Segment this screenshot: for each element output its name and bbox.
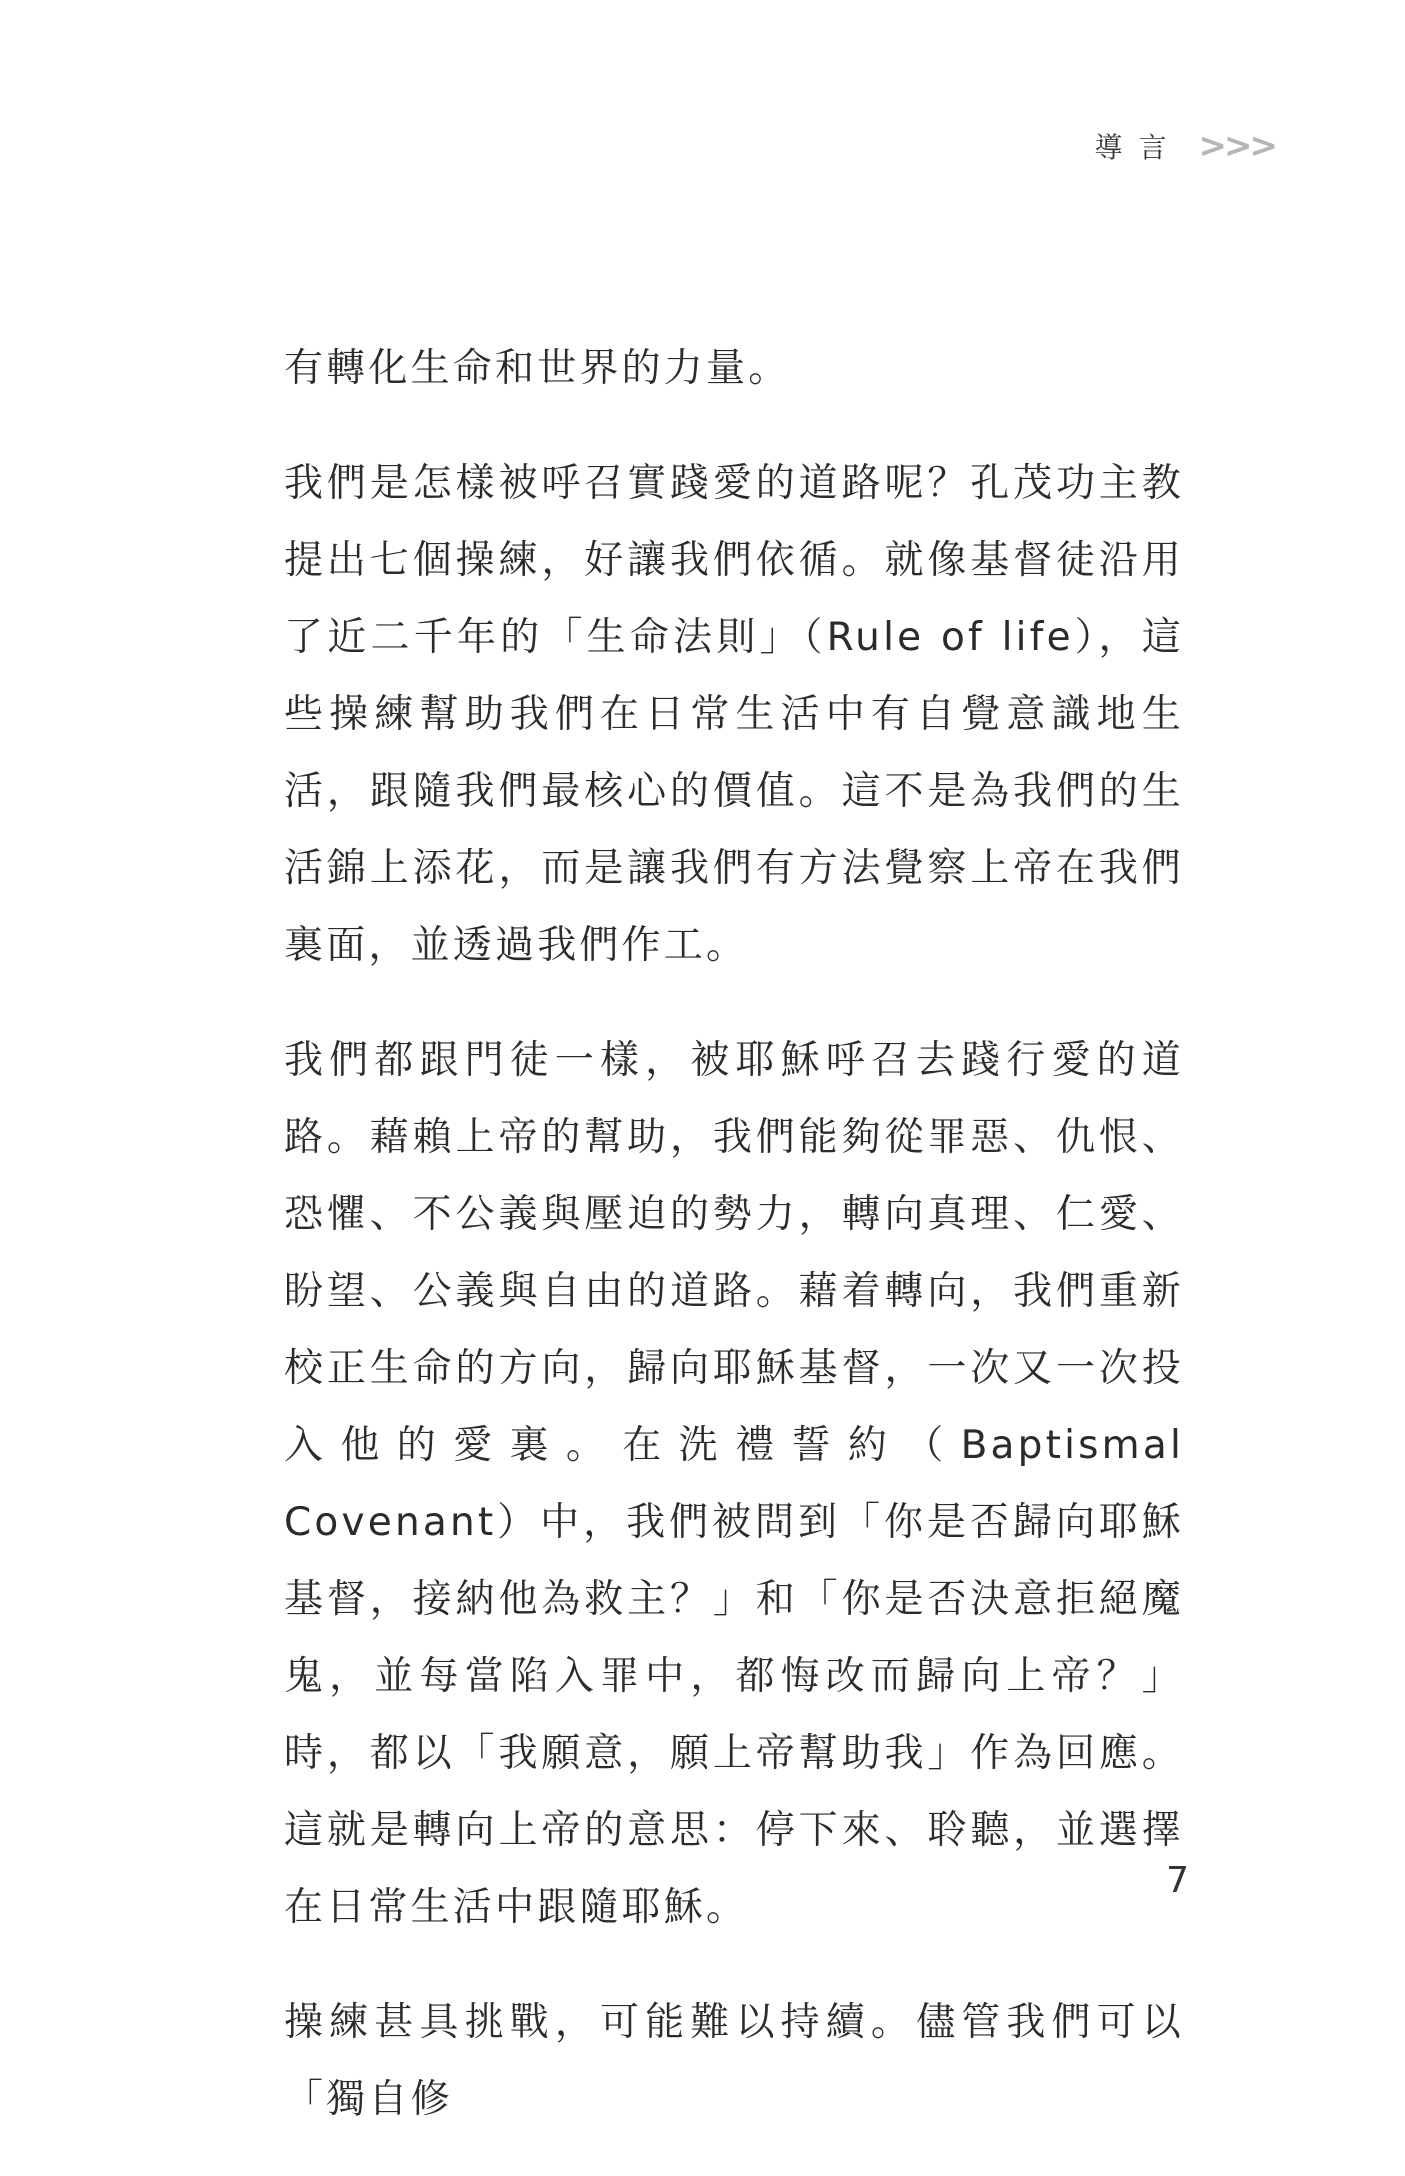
paragraph: 我們都跟門徒一樣，被耶穌呼召去踐行愛的道路。藉賴上帝的幫助，我們能夠從罪惡、仇恨、恐懼、不公義與壓迫的勢力，轉向真理、仁愛、盼望、公義與自由的道路。藉着轉向，我們重新校正生命的方向，歸向耶穌基督，一次又一次投入他的愛裏。在洗禮誓約（Baptismal Covenant）中，我們被問到「你是否歸向耶穌基督，接納他為救主？」和「你是否決意拒絕魔鬼，並每當陷入罪中，都悔改而歸向上帝？」時，都以「我願意，願上帝幫助我」作為回應。這就是轉向上帝的意思：停下來、聆聽，並選擇在日常生活中跟隨耶穌。 xyxy=(284,1038,1184,1930)
paragraph: 有轉化生命和世界的力量。 xyxy=(284,346,791,391)
chevron-right-icon: >>> xyxy=(1198,126,1275,166)
paragraph: 操練甚具挑戰，可能難以持續。儘管我們可以「獨自修 xyxy=(284,2000,1184,2122)
section-title: 導言 xyxy=(1094,131,1183,164)
paragraph: 我們是怎樣被呼召實踐愛的道路呢？孔茂功主教提出七個操練，好讓我們依循。就像基督徒沿用了近二千年的「生命法則」（Rule of life），這些操練幫助我們在日常生活中有自覺意識地生活，跟隨我們最核心的價值。這不是為我們的生活錦上添花，而是讓我們有方法覺察上帝在我們裏面，並透過我們作工。 xyxy=(284,461,1184,968)
body-text xyxy=(284,330,1184,2176)
page-number: 7 xyxy=(1166,1860,1189,1901)
running-header xyxy=(1095,126,1275,166)
